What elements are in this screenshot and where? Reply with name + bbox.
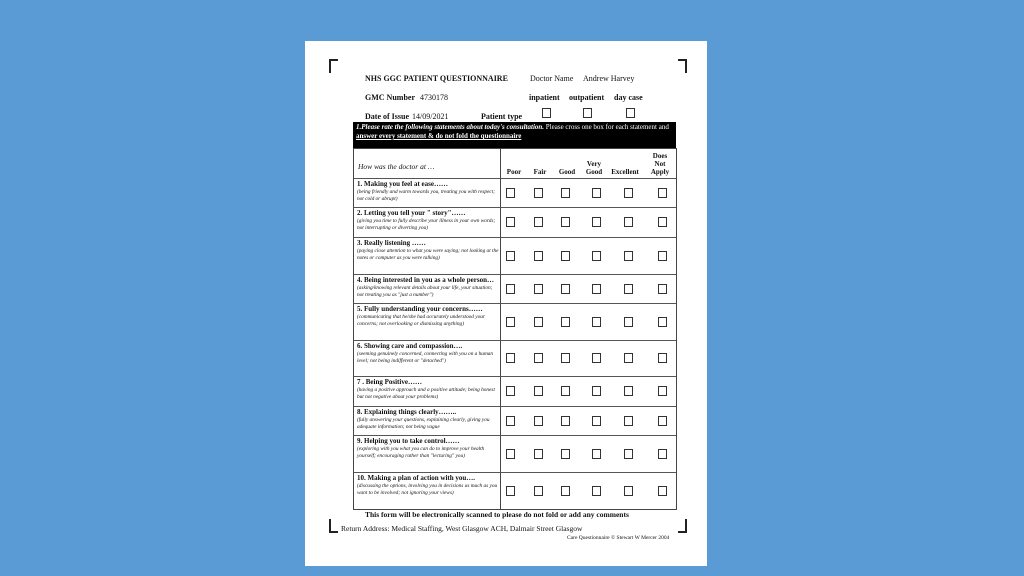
patient-type-inpatient-label: inpatient	[529, 93, 560, 102]
question-title: 3. Really listening ……	[357, 239, 426, 247]
question-title: 10. Making a plan of action with you….	[357, 474, 476, 482]
doctor-name-value: Andrew Harvey	[583, 74, 635, 83]
row-divider	[354, 303, 676, 304]
rating-checkbox[interactable]	[561, 386, 570, 396]
question-description: (discussing the options, involving you in decisions as much as you want to be involved; not ignoring your views)	[357, 483, 498, 496]
outpatient-checkbox[interactable]	[583, 108, 592, 118]
rating-checkbox[interactable]	[624, 386, 633, 396]
col-does-not-apply: Does Not Apply	[650, 152, 670, 176]
question-title: 2. Letting you tell your " story"……	[357, 209, 466, 217]
question-title: 8. Explaining things clearly……..	[357, 408, 457, 416]
rating-checkbox[interactable]	[506, 188, 515, 198]
rating-checkbox[interactable]	[658, 353, 667, 363]
rating-checkbox[interactable]	[658, 386, 667, 396]
rating-checkbox[interactable]	[658, 416, 667, 426]
rating-checkbox[interactable]	[534, 386, 543, 396]
rating-checkbox[interactable]	[506, 317, 515, 327]
question-description: (exploring with you what you can do to improve your health yourself; encouraging rather than "lecturing" you)	[357, 446, 485, 459]
rating-checkbox[interactable]	[534, 486, 543, 496]
rating-checkbox[interactable]	[658, 317, 667, 327]
rating-checkbox[interactable]	[506, 284, 515, 294]
rating-checkbox[interactable]	[561, 449, 570, 459]
daycase-checkbox[interactable]	[626, 108, 635, 118]
rating-checkbox[interactable]	[506, 353, 515, 363]
patient-type-label: Patient type	[481, 112, 523, 121]
rating-checkbox[interactable]	[624, 317, 633, 327]
rating-checkbox[interactable]	[592, 353, 601, 363]
patient-type-outpatient-label: outpatient	[569, 93, 605, 102]
col-fair: Fair	[533, 168, 547, 176]
patient-type-daycase-label: day case	[614, 93, 643, 102]
rating-checkbox[interactable]	[624, 449, 633, 459]
rating-checkbox[interactable]	[658, 188, 667, 198]
rating-checkbox[interactable]	[592, 188, 601, 198]
row-divider	[354, 472, 676, 473]
row-divider	[354, 406, 676, 407]
rating-checkbox[interactable]	[624, 251, 633, 261]
rating-checkbox[interactable]	[534, 217, 543, 227]
rating-checkbox[interactable]	[534, 449, 543, 459]
rating-checkbox[interactable]	[534, 416, 543, 426]
question-title: 7 . Being Positive……	[357, 378, 422, 386]
question-title: 4. Being interested in you as a whole person…	[357, 276, 494, 284]
rating-checkbox[interactable]	[624, 353, 633, 363]
rating-checkbox[interactable]	[624, 486, 633, 496]
question-description: (communicating that he/she had accurately understood your concerns; not overlooking or dismissing anything)	[357, 314, 485, 327]
rating-checkbox[interactable]	[592, 217, 601, 227]
col-poor: Poor	[506, 168, 522, 176]
table-divider	[500, 149, 501, 509]
rating-checkbox[interactable]	[506, 449, 515, 459]
col-good: Good	[558, 168, 576, 176]
rating-checkbox[interactable]	[658, 284, 667, 294]
rating-checkbox[interactable]	[561, 353, 570, 363]
gmc-label: GMC Number	[365, 93, 415, 102]
question-description: (seeming genuinely concerned, connecting with you on a human level; not being indifferent or "detached")	[357, 351, 494, 364]
crop-mark-bottom-left	[329, 519, 338, 533]
rating-checkbox[interactable]	[506, 217, 515, 227]
rating-checkbox[interactable]	[534, 251, 543, 261]
row-divider	[354, 207, 676, 208]
rating-checkbox[interactable]	[534, 317, 543, 327]
question-description: (paying close attention to what you were saying; not looking at the notes or computer as you were talking)	[357, 248, 499, 261]
question-description: (having a positive approach and a positive attitude; being honest but not negative about your problems)	[357, 387, 495, 400]
question-title: 9. Helping you to take control……	[357, 437, 460, 445]
rating-checkbox[interactable]	[658, 251, 667, 261]
rating-checkbox[interactable]	[658, 217, 667, 227]
rating-checkbox[interactable]	[592, 251, 601, 261]
rating-checkbox[interactable]	[561, 486, 570, 496]
date-label: Date of Issue	[365, 112, 409, 121]
rating-checkbox[interactable]	[534, 353, 543, 363]
instructions-part2: Please cross one box for each statement and	[544, 123, 669, 131]
col-excellent: Excellent	[611, 168, 639, 176]
inpatient-checkbox[interactable]	[542, 108, 551, 118]
return-address: Return Address: Medical Staffing, West Glasgow ACH, Dalmair Street Glasgow	[341, 524, 583, 533]
rating-checkbox[interactable]	[592, 317, 601, 327]
question-description: (fully answering your questions, explaining clearly, giving you adequate information; not being vague	[357, 417, 490, 430]
rating-checkbox[interactable]	[592, 284, 601, 294]
instructions-part3: answer every statement & do not fold the questionnaire	[356, 132, 522, 140]
rating-checkbox[interactable]	[534, 188, 543, 198]
rating-checkbox[interactable]	[658, 486, 667, 496]
question-title: 1. Making you feel at ease……	[357, 180, 448, 188]
rating-checkbox[interactable]	[506, 251, 515, 261]
rating-checkbox[interactable]	[561, 251, 570, 261]
rating-checkbox[interactable]	[624, 284, 633, 294]
questionnaire-page	[305, 41, 707, 566]
row-divider	[354, 274, 676, 275]
rating-checkbox[interactable]	[506, 486, 515, 496]
rating-checkbox[interactable]	[534, 284, 543, 294]
question-description: (being friendly and warm towards you, treating you with respect; not cold or abrupt)	[357, 189, 495, 202]
row-divider	[354, 376, 676, 377]
rating-checkbox[interactable]	[561, 284, 570, 294]
rating-checkbox[interactable]	[624, 217, 633, 227]
question-title: 5. Fully understanding your concerns……	[357, 305, 483, 313]
rating-checkbox[interactable]	[624, 416, 633, 426]
crop-mark-top-left	[329, 59, 338, 73]
rating-checkbox[interactable]	[561, 217, 570, 227]
rating-checkbox[interactable]	[658, 449, 667, 459]
question-description: (asking/knowing relevant details about your life, your situation; not treating you as "just a number")	[357, 285, 493, 298]
rating-checkbox[interactable]	[592, 449, 601, 459]
crop-mark-top-right	[678, 59, 687, 73]
row-divider	[354, 435, 676, 436]
rating-checkbox[interactable]	[592, 486, 601, 496]
question-header: How was the doctor at …	[358, 162, 435, 171]
doctor-name-label: Doctor Name	[530, 74, 574, 83]
instructions-banner	[353, 122, 676, 148]
rating-checkbox[interactable]	[561, 317, 570, 327]
crop-mark-bottom-right	[678, 519, 687, 533]
rating-checkbox[interactable]	[592, 386, 601, 396]
col-very-good: Very Good	[585, 160, 603, 176]
form-title: NHS GGC PATIENT QUESTIONNAIRE	[365, 74, 508, 83]
rating-checkbox[interactable]	[624, 188, 633, 198]
question-title: 6. Showing care and compassion….	[357, 342, 463, 350]
question-description: (giving you time to fully describe your illness in your own words; not interrupting or diverting you)	[357, 218, 496, 231]
header-divider	[354, 178, 676, 179]
rating-checkbox[interactable]	[506, 386, 515, 396]
instructions-part1: 1.Please rate the following statements about today's consultation.	[356, 123, 545, 131]
scan-notice: This form will be electronically scanned to please do not fold or add any comments	[365, 510, 629, 519]
row-divider	[354, 340, 676, 341]
rating-table	[353, 148, 677, 510]
rating-checkbox[interactable]	[561, 416, 570, 426]
date-value: 14/09/2021	[412, 112, 449, 121]
row-divider	[354, 237, 676, 238]
copyright: Care Questionnaire © Stewart W Mercer 2004	[567, 535, 670, 541]
rating-checkbox[interactable]	[592, 416, 601, 426]
gmc-number: 4730178	[420, 93, 448, 102]
rating-checkbox[interactable]	[506, 416, 515, 426]
rating-checkbox[interactable]	[561, 188, 570, 198]
